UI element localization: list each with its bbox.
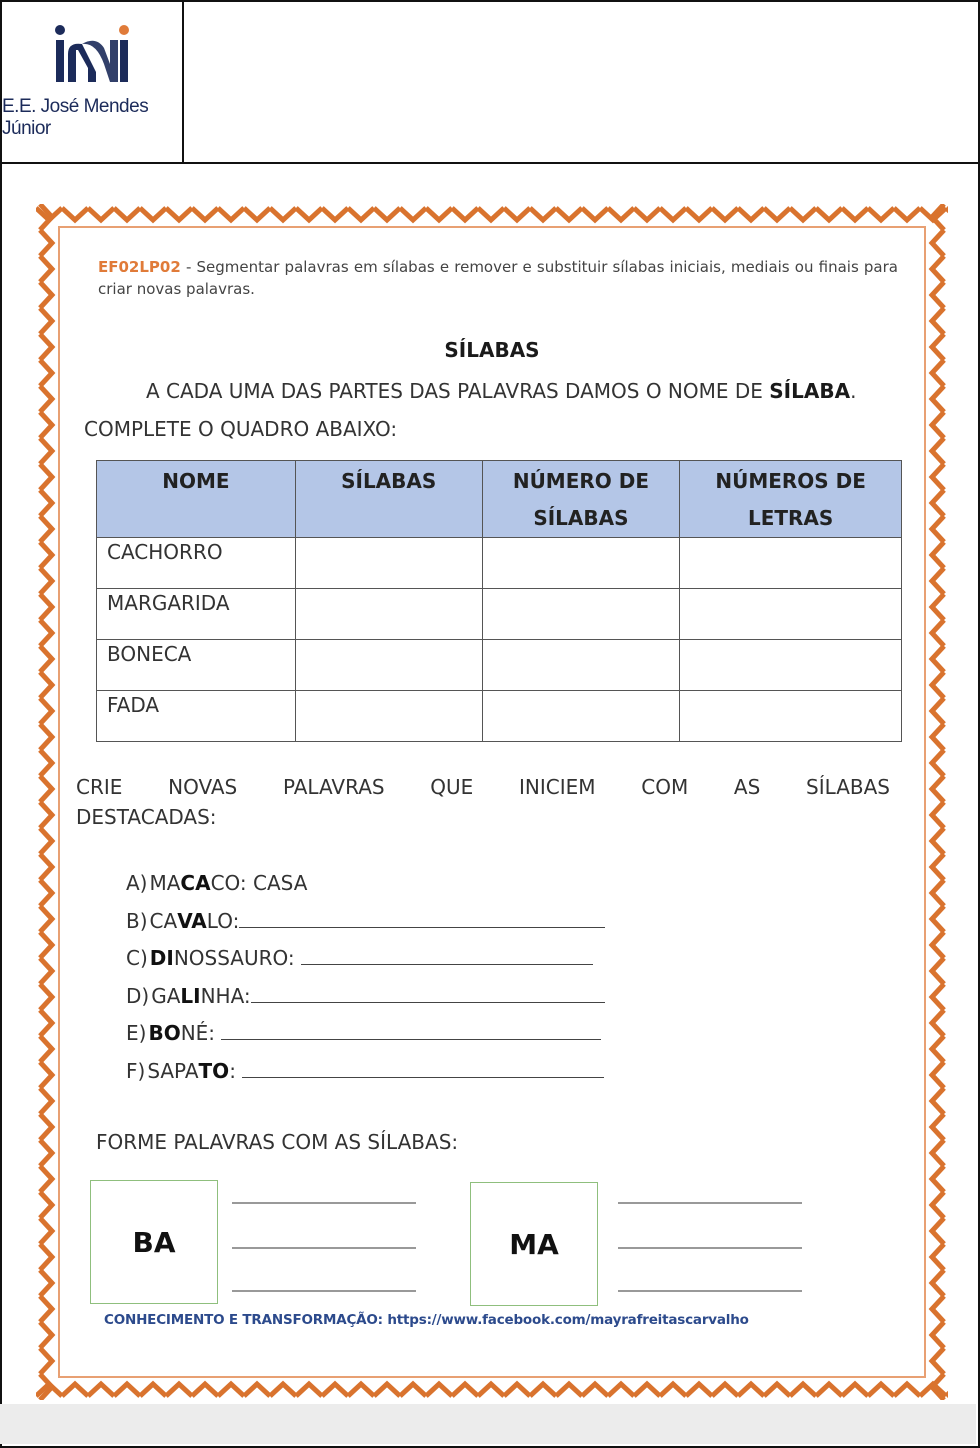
- instruction-word: INICIEM: [519, 775, 596, 799]
- answer-blank[interactable]: [251, 983, 605, 1003]
- highlighted-syllable: VA: [177, 908, 207, 933]
- exercise-pre: MA: [149, 871, 181, 895]
- highlighted-syllable: CA: [180, 871, 211, 895]
- answer-cell[interactable]: [295, 589, 482, 640]
- instruction-word: AS: [733, 775, 761, 799]
- answer-line[interactable]: [232, 1247, 416, 1249]
- syllable-box-ma: MA: [470, 1182, 598, 1306]
- answer-cell[interactable]: [482, 640, 680, 691]
- intro-bold: SÍLABA: [769, 379, 851, 403]
- page-title: SÍLABAS: [444, 338, 540, 362]
- skill-code: EF02LP02: [98, 258, 181, 276]
- answer-cell[interactable]: [680, 640, 902, 691]
- intro-text: A CADA UMA DAS PARTES DAS PALAVRAS DAMOS O NOME DE: [146, 379, 770, 403]
- footer-credit: CONHECIMENTO E TRANSFORMAÇÃO: https://www.facebook.com/mayrafreitascarvalho: [104, 1312, 749, 1328]
- exercise-post: CO: CASA: [210, 871, 308, 895]
- exercise-item: [126, 981, 605, 1019]
- exercise-post: NHA:: [200, 983, 251, 1008]
- answer-cell[interactable]: [482, 589, 680, 640]
- highlighted-syllable: BO: [148, 1021, 181, 1045]
- exercise-post: NOSSAURO:: [173, 946, 301, 970]
- exercise-post: LO:: [206, 908, 240, 933]
- highlighted-syllable: DI: [149, 946, 174, 970]
- instruction-word: QUE: [430, 775, 474, 799]
- worksheet: [36, 204, 948, 1400]
- answer-line[interactable]: [232, 1202, 416, 1204]
- row-word: BONECA: [97, 640, 296, 691]
- skill-text: - Segmentar palavras em sílabas e remover e substituir sílabas iniciais, mediais ou finais para criar novas palavras.: [98, 258, 898, 298]
- exercise-item: [126, 1056, 605, 1094]
- school-name: E.E. José Mendes Júnior: [2, 96, 149, 139]
- exercise-label: C): [126, 946, 148, 970]
- exercise-post: NÉ:: [180, 1021, 222, 1045]
- row-word: MARGARIDA: [97, 589, 296, 640]
- answer-cell[interactable]: [680, 589, 902, 640]
- form-words-title: FORME PALAVRAS COM AS SÍLABAS:: [96, 1130, 459, 1154]
- create-words-instruction: [76, 772, 890, 832]
- syllable-box-ba: BA: [90, 1180, 218, 1304]
- instruction-word: COM: [641, 775, 689, 799]
- instruction-line: [76, 772, 890, 802]
- page-header: [0, 0, 980, 164]
- exercise-label: F): [126, 1058, 146, 1083]
- intro-paragraph: [84, 372, 890, 448]
- exercise-label: D): [126, 983, 150, 1008]
- exercise-pre: CA: [149, 908, 178, 933]
- column-header: SÍLABAS: [295, 461, 482, 538]
- answer-cell[interactable]: [482, 538, 680, 589]
- answer-cell[interactable]: [680, 538, 902, 589]
- exercise-pre: GA: [151, 983, 181, 1008]
- answer-line[interactable]: [618, 1202, 802, 1204]
- exercise-label: B): [126, 908, 148, 933]
- instruction-word: PALAVRAS: [282, 775, 385, 799]
- answer-blank[interactable]: [242, 1058, 604, 1078]
- answer-cell[interactable]: [680, 691, 902, 742]
- exercise-item: [126, 868, 605, 906]
- table-row: [97, 640, 902, 691]
- answer-line[interactable]: [232, 1290, 416, 1292]
- instruction-line-2: DESTACADAS:: [76, 805, 217, 829]
- answer-blank[interactable]: [239, 908, 605, 928]
- worksheet-content: [36, 204, 948, 1400]
- logo-cell: [2, 2, 184, 162]
- school-logo-icon: [52, 24, 132, 84]
- column-header: NÚMERO DE SÍLABAS: [482, 461, 680, 538]
- bottom-gray-bar: [0, 1404, 976, 1444]
- column-header: NOME: [97, 461, 296, 538]
- column-header: NÚMEROS DE LETRAS: [680, 461, 902, 538]
- syllable-table: [96, 460, 902, 742]
- answer-blank[interactable]: [221, 1020, 601, 1040]
- instruction-word: NOVAS: [168, 775, 238, 799]
- answer-line[interactable]: [618, 1290, 802, 1292]
- row-word: CACHORRO: [97, 538, 296, 589]
- row-word: FADA: [97, 691, 296, 742]
- exercise-post: :: [229, 1058, 243, 1083]
- exercise-pre: SAPA: [147, 1058, 199, 1083]
- answer-blank[interactable]: [301, 945, 593, 965]
- table-row: [97, 691, 902, 742]
- intro-end: . COMPLETE O QUADRO ABAIXO:: [84, 379, 857, 441]
- answer-cell[interactable]: [295, 538, 482, 589]
- highlighted-syllable: TO: [198, 1058, 230, 1083]
- answer-cell[interactable]: [295, 691, 482, 742]
- exercise-item: [126, 943, 605, 981]
- header-blank-cell: [184, 2, 978, 162]
- table-header-row: [97, 461, 902, 538]
- exercise-list: [126, 868, 605, 1093]
- exercise-label: A): [126, 871, 148, 895]
- exercise-label: E): [126, 1021, 147, 1045]
- answer-cell[interactable]: [482, 691, 680, 742]
- highlighted-syllable: LI: [180, 983, 201, 1008]
- instruction-word: SÍLABAS: [806, 775, 890, 799]
- skill-description: [98, 256, 898, 300]
- exercise-item: [126, 1018, 605, 1056]
- table-row: [97, 538, 902, 589]
- answer-cell[interactable]: [295, 640, 482, 691]
- answer-line[interactable]: [618, 1247, 802, 1249]
- exercise-item: [126, 906, 605, 944]
- table-row: [97, 589, 902, 640]
- instruction-word: CRIE: [76, 775, 123, 799]
